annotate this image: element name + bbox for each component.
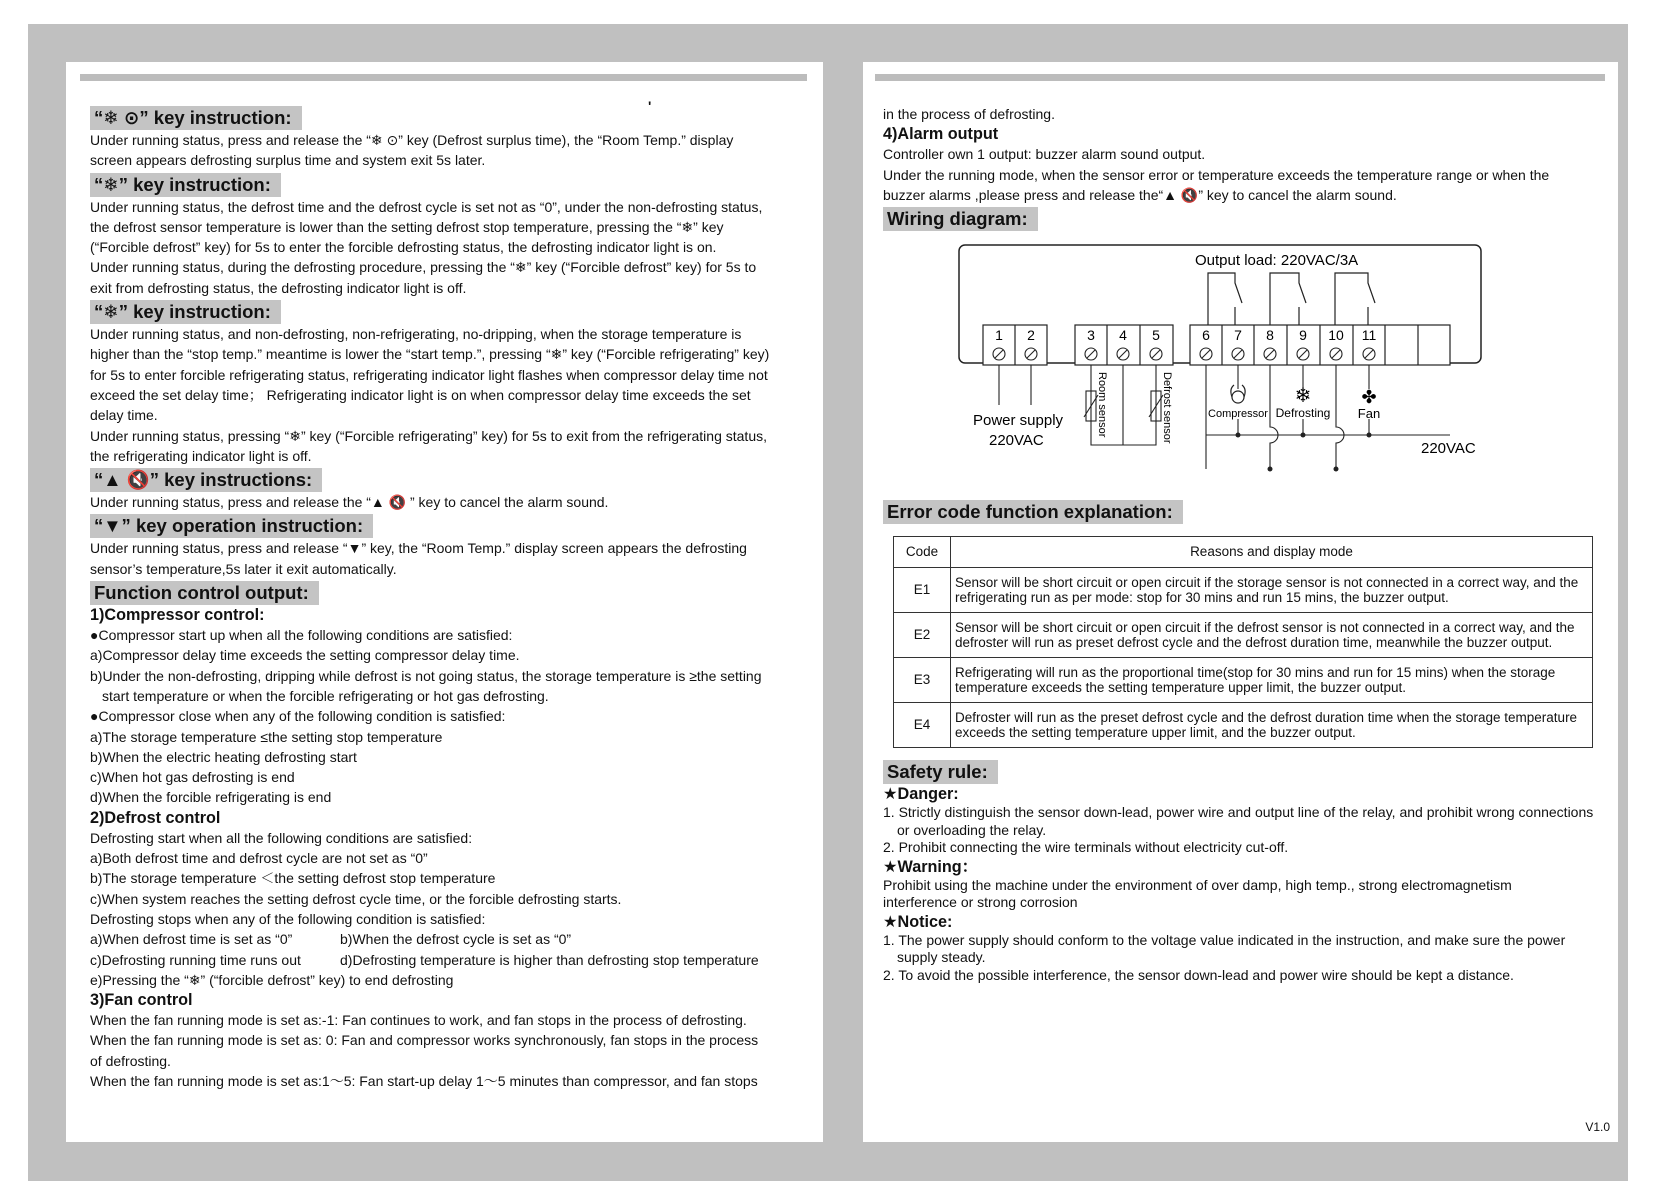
terminal-number: 6 [1202, 327, 1210, 344]
fan-icon: ✤ [1361, 387, 1377, 408]
text-line: the refrigerating indicator light is off. [90, 447, 312, 464]
terminal-number: 9 [1299, 327, 1307, 344]
text-line: ●Compressor close when any of the following condition is satisfied: [90, 708, 506, 725]
text-line: Under running status, press and release the “▲ 🔇 ” key to cancel the alarm sound. [90, 494, 609, 511]
subsection-title: 4)Alarm output [883, 125, 999, 144]
text-line: Controller own 1 output: buzzer alarm sound output. [883, 146, 1206, 163]
terminal-number: 8 [1266, 327, 1274, 344]
text-line: exit from defrosting status, the defrosting indicator light is off. [90, 279, 467, 296]
text-line: Prohibit using the machine under the environment of over damp, high temp., strong electromagnetism [883, 876, 1512, 893]
text-line: for 5s to enter forcible refrigerating status, refrigerating indicator light flashes when compressor delay time not [90, 366, 768, 383]
text-line: Under running status, and non-defrosting, non-refrigerating, no-dripping, when the storage temperature is [90, 326, 742, 343]
text-line: Defrosting stops when any of the following condition is satisfied: [90, 910, 486, 927]
section-title: Wiring diagram: [883, 207, 1038, 231]
text-line: sensor’s temperature,5s later it exit automatically. [90, 560, 397, 577]
left-page [66, 62, 823, 1142]
text-cell: c)Defrosting running time runs out [90, 951, 301, 968]
section-title: “❄” key instruction: [90, 300, 281, 324]
error-code: E3 [894, 658, 951, 703]
terminal-number: 2 [1027, 327, 1035, 344]
section-title: “▼” key operation instruction: [90, 514, 373, 538]
terminal-number: 4 [1119, 327, 1127, 344]
text-line: Under running status, during the defrosting procedure, pressing the “❄” key (“Forcible defrost” key) for 5s to [90, 259, 757, 276]
text-line: c)When hot gas defrosting is end [90, 769, 295, 786]
section-title: Safety rule: [883, 760, 998, 784]
section-title: Function control output: [90, 581, 319, 605]
defrosting-label: Defrosting [1275, 406, 1331, 421]
subsection-title: 2)Defrost control [90, 808, 221, 827]
error-reason: Defroster will run as the preset defrost cycle and the defrost duration time when the storage temperature exceeds the setting temperature upper limit, and the buzzer output. [951, 703, 1593, 748]
text-line: Under running status, pressing “❄” key (“Forcible refrigerating” key) for 5s to exit from the refrigerating status, [90, 427, 767, 444]
text-line: 1. The power supply should conform to the voltage value indicated in the instruction, and make sure the power supply steady. [883, 931, 1566, 966]
terminal-number: 10 [1328, 327, 1344, 344]
text-line: in the process of defrosting. [883, 106, 1055, 122]
wiring-svg [885, 239, 1605, 489]
header-code: Code [894, 537, 951, 568]
error-code-table [893, 536, 1593, 748]
header-reason: Reasons and display mode [951, 537, 1593, 568]
terminal-blocks [983, 325, 1450, 365]
junction-dots [1236, 433, 1372, 472]
compressor-label: Compressor [1208, 408, 1268, 421]
terminal-number: 5 [1152, 327, 1160, 344]
text-line: d)When the forcible refrigerating is end [90, 789, 332, 806]
terminal-number: 11 [1361, 327, 1377, 344]
text-line: When the fan running mode is set as: 0: Fan and compressor works synchronously, fan stops in the process [90, 1032, 759, 1049]
wiring-diagram [885, 239, 1604, 494]
text-line: Under running status, press and release the “❄ ⊙” key (Defrost surplus time), the “Room Temp.” display [90, 132, 734, 148]
top-rule [875, 74, 1605, 81]
terminal-number: 7 [1234, 327, 1242, 344]
text-line: When the fan running mode is set as:-1: Fan continues to work, and fan stops in the process of defrosting. [90, 1012, 747, 1029]
power-supply-label: Power supply [973, 412, 1064, 430]
danger-heading: ★Danger: [883, 785, 959, 804]
text-line: a)The storage temperature ≤the setting stop temperature [90, 728, 443, 745]
text-cell: d)Defrosting temperature is higher than defrosting stop temperature [340, 951, 759, 968]
right-page [863, 62, 1618, 1142]
section-title: “❄ ⊙” key instruction: [90, 106, 302, 130]
text-cell: a)When defrost time is set as “0” [90, 931, 293, 948]
top-rule [80, 74, 807, 81]
version-label: V1.0 [1585, 1120, 1610, 1134]
text-line: e)Pressing the “❄” (“forcible defrost” key) to end defrosting [90, 971, 454, 988]
table-row [894, 613, 1593, 658]
text-line: 2. To avoid the possible interference, the sensor down-lead and power wire should be kept a distance. [883, 966, 1514, 983]
snowflake-icon: ❄ [1294, 385, 1312, 408]
relay-3 [1335, 273, 1375, 325]
two-col-row [90, 950, 809, 970]
fan-label: Fan [1357, 406, 1381, 422]
section-title: “❄” key instruction: [90, 173, 281, 197]
right-content [883, 104, 1604, 984]
text-line: start temperature or when the forcible refrigerating or hot gas defrosting. [102, 687, 549, 704]
room-sensor-label: Room sensor [1096, 372, 1108, 438]
defrost-sensor-label: Defrost sensor [1161, 372, 1173, 444]
text-line: the defrost sensor temperature is lower than the setting defrost stop temperature, pressing the “❄” key [90, 218, 724, 235]
warning-heading: ★Warning： [883, 857, 978, 876]
error-reason: Sensor will be short circuit or open circuit if the defrost sensor is not connected in a correct way, and the defroster will run as preset defrost cycle and the defrost duration time, meanwhile the buzzer output. [951, 613, 1593, 658]
table-row [894, 568, 1593, 613]
text-line: delay time. [90, 407, 158, 424]
notice-heading: ★Notice: [883, 912, 953, 931]
text-line: interference or strong corrosion [883, 894, 1078, 911]
table-header-row [894, 537, 1593, 568]
error-reason: Sensor will be short circuit or open circuit if the storage sensor is not connected in a correct way, and the refrigerating run as per mode: stop for 30 mins and run 15 mins, the buzzer output. [951, 568, 1593, 613]
text-line: higher than the “stop temp.” meantime is lower the “start temp.”, pressing “❄” key (“Forcible refrigerating” key) [90, 346, 770, 363]
relays [1208, 273, 1375, 325]
subsection-title: 3)Fan control [90, 991, 193, 1010]
relay-1 [1208, 273, 1242, 325]
text-line: Defrosting start when all the following conditions are satisfied: [90, 829, 473, 846]
terminal-number: 3 [1087, 327, 1095, 344]
section-title: “▲ 🔇” key instructions: [90, 468, 322, 492]
text-line: b)Under the non-defrosting, dripping while defrost is not going status, the storage temperature is ≥the setting [90, 667, 762, 684]
text-line: buzzer alarms ,please press and release the“▲ 🔇” key to cancel the alarm sound. [883, 186, 1397, 203]
text-line: of defrosting. [90, 1052, 171, 1069]
text-line: ●Compressor start up when all the following conditions are satisfied: [90, 627, 513, 644]
text-line: (“Forcible defrost” key) for 5s to enter the forcible defrosting status, the defrosting indicator light is on. [90, 239, 717, 256]
left-content [90, 104, 809, 1091]
error-code: E2 [894, 613, 951, 658]
load-voltage-label: 220VAC [1421, 440, 1476, 458]
power-voltage-label: 220VAC [989, 432, 1044, 450]
text-line: Under running status, the defrost time and the defrost cycle is set not as “0”, under the non-defrosting status, [90, 198, 763, 215]
error-code: E1 [894, 568, 951, 613]
text-line: c)When system reaches the setting defrost cycle time, or the forcible defrosting starts. [90, 890, 622, 907]
text-line: Under running status, press and release “▼” key, the “Room Temp.” display screen appears the defrosting [90, 540, 747, 557]
text-line: 2. Prohibit connecting the wire terminals without electricity cut-off. [883, 839, 1289, 856]
error-code: E4 [894, 703, 951, 748]
subsection-title: 1)Compressor control: [90, 606, 265, 625]
table-row [894, 703, 1593, 748]
text-line: exceed the set delay time； Refrigerating indicator light is on when compressor delay time exceeds the set [90, 386, 751, 403]
spacer [883, 748, 1604, 758]
two-col-row [90, 929, 809, 949]
relay-2 [1270, 273, 1306, 325]
table-row [894, 658, 1593, 703]
terminal-number: 1 [995, 327, 1003, 344]
error-reason: Refrigerating will run as the proportional time(stop for 30 mins and run for 15 mins) when the storage temperature exceeds the setting temperature upper limit, the buzzer output. [951, 658, 1593, 703]
stray-mark: ' [648, 98, 652, 114]
text-line: When the fan running mode is set as:1～5: Fan start-up delay 1～5 minutes than compressor, and fan stops [90, 1072, 758, 1089]
text-line: 1. Strictly distinguish the sensor down-lead, power wire and output line of the relay, and prohibit wrong connections or overloading the relay. [883, 804, 1594, 838]
text-line: b)The storage temperature ＜the setting defrost stop temperature [90, 870, 496, 887]
text-line: a)Compressor delay time exceeds the setting compressor delay time. [90, 647, 520, 664]
text-line: a)Both defrost time and defrost cycle are not set as “0” [90, 850, 428, 867]
output-load-label: Output load: 220VAC/3A [1195, 252, 1359, 270]
section-title: Error code function explanation: [883, 500, 1183, 524]
text-line: b)When the electric heating defrosting start [90, 748, 357, 765]
text-line: screen appears defrosting surplus time and system exit 5s later. [90, 152, 486, 169]
text-cell: b)When the defrost cycle is set as “0” [340, 931, 572, 948]
text-line: Under the running mode, when the sensor error or temperature exceeds the temperature range or when the [883, 166, 1550, 183]
